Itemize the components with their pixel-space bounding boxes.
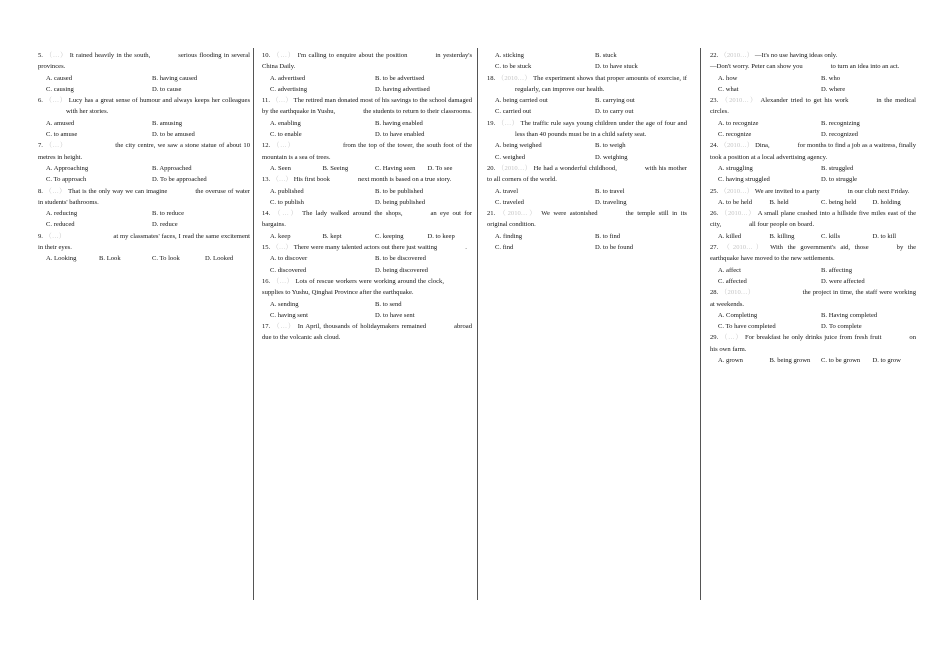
option: C. recognize	[718, 131, 752, 139]
option: B. held	[769, 198, 789, 206]
option: B. Having completed	[821, 311, 878, 319]
question-number: 10.	[262, 52, 271, 59]
question-text: for months to find a job as a waitress, finally took a position at a local advertising agency.	[710, 142, 918, 161]
question-22	[710, 50, 916, 95]
question-text: supplies to Yushu, Qinghai Province after the earthquake.	[262, 289, 414, 297]
question-text: the overuse of water in students' bathrooms.	[38, 187, 252, 206]
question-source: （2010…）	[720, 187, 754, 195]
question-stem	[710, 50, 916, 73]
question-7	[38, 140, 250, 185]
option: B. to travel	[595, 187, 625, 195]
question-number: 13.	[262, 176, 271, 184]
question-source: （…）	[44, 52, 68, 59]
answer-options	[262, 186, 472, 209]
option: D. recognized	[821, 131, 858, 139]
question-number: 29.	[710, 334, 719, 342]
option: A. to recognize	[718, 119, 759, 127]
question-10	[262, 50, 472, 95]
question-source: （2010…）	[720, 97, 758, 105]
question-stem	[262, 50, 472, 73]
option: A. Completing	[718, 311, 758, 319]
question-number: 5.	[38, 52, 43, 59]
option: D. To be approached	[152, 176, 207, 184]
answer-options	[710, 163, 916, 186]
question-text: in the medical circles.	[710, 97, 918, 116]
question-text: We are invited to a party	[754, 187, 820, 195]
question-stem	[262, 174, 472, 185]
question-number: 25.	[710, 187, 719, 195]
answer-options	[710, 231, 916, 242]
option: D. traveling	[595, 198, 627, 206]
option: C. discovered	[270, 266, 307, 274]
question-text: regularly, can improve our health.	[515, 85, 605, 93]
option: D. holding	[872, 198, 901, 206]
question-number: 12.	[262, 142, 271, 150]
option: B. killing	[769, 232, 795, 240]
question-text: by the earthquake have moved to the new settlements.	[710, 244, 918, 263]
option: B. to weigh	[595, 142, 626, 150]
column-4	[710, 50, 916, 366]
option: C. Having seen	[375, 164, 416, 172]
option: A. published	[270, 187, 304, 195]
question-26	[710, 208, 916, 242]
option: D. having advertised	[375, 85, 430, 93]
question-29	[710, 332, 916, 366]
option: B. to be advertised	[375, 74, 425, 82]
question-5	[38, 50, 250, 95]
question-text: at my classmates' faces, I read the same excitement in their eyes.	[38, 232, 252, 252]
answer-options	[710, 310, 916, 333]
question-source: （…）	[44, 142, 68, 150]
column-divider	[700, 48, 701, 600]
question-number: 16.	[262, 277, 271, 285]
option: C. causing	[46, 85, 74, 93]
option: C. having struggled	[718, 176, 770, 184]
question-text: —It's no use having ideas only. —Don't worry. Peter can show you	[710, 52, 838, 71]
option: C. to enable	[270, 131, 302, 139]
question-text: from the top of the tower, the south foot of the mountain is a sea of trees.	[262, 142, 474, 161]
question-source: （…）	[720, 334, 743, 342]
option: A. Seen	[270, 164, 291, 172]
question-stem	[262, 276, 472, 299]
option: A. keep	[270, 232, 291, 240]
question-text: with her stories.	[66, 108, 109, 116]
option: D. to be amused	[152, 131, 195, 139]
column-1	[38, 50, 250, 265]
question-8	[38, 186, 250, 231]
question-text: In April, thousands of holidaymakers remained	[297, 323, 427, 331]
question-text: It rained heavily in the south,	[69, 52, 151, 59]
answer-options	[38, 208, 250, 231]
question-source: （…）	[272, 244, 293, 252]
option: D. to struggle	[821, 176, 858, 184]
question-20	[487, 163, 687, 208]
option: D. to have enabled	[375, 131, 425, 139]
answer-options	[710, 355, 916, 366]
question-source: （…）	[272, 176, 293, 184]
option: D. To complete	[821, 323, 862, 331]
option: A. struggling	[718, 164, 753, 172]
question-number: 19.	[487, 119, 496, 127]
question-text: Alexander tried to get his work	[760, 97, 849, 105]
option: D. to have stuck	[595, 63, 638, 71]
question-6	[38, 95, 250, 140]
option: C. traveled	[495, 198, 524, 206]
question-text: There were many talented actors out there just waiting	[293, 244, 438, 252]
option: B. amusing	[152, 119, 183, 127]
option: A. being carried out	[495, 97, 548, 105]
question-stem	[710, 332, 916, 355]
question-source: （2010…）	[720, 289, 755, 297]
answer-options	[38, 73, 250, 96]
question-text: the students to return to their classrooms.	[363, 108, 472, 116]
option: B. carrying out	[595, 97, 635, 105]
question-text: The experiment shows that proper amounts of exercise, if	[533, 74, 687, 82]
question-number: 24.	[710, 142, 719, 150]
answer-options	[38, 163, 250, 186]
question-stem	[262, 208, 472, 231]
question-text: on his own farm.	[710, 334, 918, 353]
question-stem	[710, 208, 916, 231]
option: A. sticking	[495, 52, 524, 59]
question-text: He had a wonderful childhood,	[533, 164, 617, 172]
question-text: all four people on board.	[749, 221, 815, 229]
question-stem	[487, 73, 687, 96]
option: D. to keep	[427, 232, 455, 240]
option: B. to be published	[375, 187, 423, 195]
question-source: （…）	[44, 97, 67, 105]
column-divider	[253, 48, 254, 600]
answer-options	[262, 231, 472, 242]
question-source: （2010…）	[497, 210, 538, 218]
option: D. To see	[427, 164, 453, 172]
question-text: next month is based on a true story.	[357, 176, 452, 184]
column-3	[487, 50, 687, 253]
question-source: （…）	[272, 210, 299, 218]
question-number: 11.	[262, 97, 270, 105]
option: B. to find	[595, 232, 621, 240]
question-text: We were astonished	[541, 210, 598, 218]
question-19	[487, 118, 687, 163]
option: D. where	[821, 85, 846, 93]
option: C. having sent	[270, 311, 308, 319]
question-28	[710, 287, 916, 332]
question-text: Lots of rescue workers were working around the clock,	[295, 277, 445, 285]
question-source: （…）	[272, 323, 296, 331]
question-source: （…）	[272, 142, 295, 150]
question-11	[262, 95, 472, 140]
question-number: 20.	[487, 164, 496, 172]
answer-options	[262, 118, 472, 141]
option: A. grown	[718, 357, 743, 365]
option: D. Looked	[205, 255, 234, 263]
option: C. To have completed	[718, 323, 776, 331]
question-text: the project in time, the staff were working at weekends.	[710, 289, 918, 308]
question-text: A small plane crashed into a hillside five miles east of the city,	[710, 210, 918, 229]
option: A. advertised	[270, 74, 306, 82]
question-stem	[38, 95, 250, 118]
question-text: less than 40 pounds must be in a child safety seat.	[515, 131, 647, 139]
option: C. reduced	[46, 221, 75, 229]
option: B. to reduce	[152, 210, 185, 218]
question-text: the temple still in its original condition.	[487, 210, 689, 229]
question-text: For breakfast he only drinks juice from fresh fruit	[745, 334, 882, 342]
question-number: 26.	[710, 210, 719, 218]
option: C. to be stuck	[495, 63, 532, 71]
question-text: The lady walked around the shops,	[302, 210, 403, 218]
option: A. killed	[718, 232, 742, 240]
answer-options	[710, 265, 916, 288]
question-27	[710, 242, 916, 287]
question-9	[38, 231, 250, 265]
question-source: （…）	[272, 97, 292, 105]
option: B. stuck	[595, 52, 617, 59]
option: C. being held	[821, 198, 857, 206]
option: A. Looking	[46, 255, 77, 263]
question-stem	[487, 163, 687, 186]
option: A. sending	[270, 300, 299, 308]
question-number: 18.	[487, 74, 496, 82]
question-text: The traffic rule says young children under the age of four and	[520, 119, 688, 127]
question-stem	[38, 50, 250, 73]
question-text: the city centre, we saw a stone statue of about 10 metres in height.	[38, 142, 252, 161]
option: A. travel	[495, 187, 519, 195]
question-source: （…）	[497, 119, 519, 127]
question-13	[262, 174, 472, 208]
question-15	[262, 242, 472, 276]
option: C. keeping	[375, 232, 404, 240]
option: D. to cause	[152, 85, 182, 93]
option: C. affected	[718, 277, 747, 285]
question-text: With the government's aid, those	[770, 244, 869, 252]
question-source: （2010…）	[720, 52, 754, 59]
option: D. being published	[375, 198, 425, 206]
question-source: （…）	[44, 232, 66, 240]
option: C. what	[718, 85, 739, 93]
question-text: The retired man donated most of his savings to the school damaged by the earthquake in Yushu,	[262, 97, 474, 116]
question-stem	[710, 186, 916, 197]
question-number: 17.	[262, 323, 271, 331]
question-number: 7.	[38, 142, 43, 150]
option: C. to be grown	[821, 357, 861, 365]
answer-options	[262, 253, 472, 276]
question-text: Dina,	[755, 142, 770, 150]
question-text: to turn an idea into an act.	[830, 63, 900, 71]
answer-options	[38, 253, 250, 264]
question-text: His first book	[293, 176, 330, 184]
option: D. being discovered	[375, 266, 428, 274]
option: B. to send	[375, 300, 402, 308]
question-text: abroad due to the volcanic ash cloud.	[262, 323, 474, 342]
column-2	[262, 50, 472, 344]
option: A. enabling	[270, 119, 301, 127]
option: C. to amuse	[46, 131, 78, 139]
question-stem	[262, 95, 472, 118]
option: C. To look	[152, 255, 180, 263]
question-text: in our club next Friday.	[847, 187, 910, 195]
question-text: I'm calling to enquire about the position	[297, 52, 408, 59]
question-stem	[38, 231, 250, 254]
question-stem	[262, 321, 472, 344]
option: B. affecting	[821, 266, 853, 274]
question-source: （2010…）	[720, 244, 766, 252]
option: A. reducing	[46, 210, 78, 218]
answer-options	[262, 299, 472, 322]
option: D. weighing	[595, 153, 628, 161]
question-source: （…）	[44, 187, 67, 195]
answer-options	[262, 163, 472, 174]
option: B. kept	[322, 232, 342, 240]
option: A. Approaching	[46, 164, 89, 172]
question-source: （…）	[272, 277, 294, 285]
answer-options	[487, 140, 687, 163]
question-text: in yesterday's China Daily.	[262, 52, 474, 71]
option: C. weighed	[495, 153, 526, 161]
question-source: （2010…）	[497, 74, 532, 82]
option: B. recognizing	[821, 119, 860, 127]
option: C. To approach	[46, 176, 87, 184]
option: B. having enabled	[375, 119, 423, 127]
question-25	[710, 186, 916, 209]
question-stem	[710, 287, 916, 310]
option: B. Approached	[152, 164, 192, 172]
answer-options	[487, 95, 687, 118]
option: B. who	[821, 74, 841, 82]
option: B. Look	[99, 255, 121, 263]
option: D. reduce	[152, 221, 178, 229]
question-source: （…）	[272, 52, 296, 59]
question-stem	[710, 242, 916, 265]
question-stem	[38, 186, 250, 209]
question-stem	[710, 140, 916, 163]
question-number: 15.	[262, 244, 271, 252]
question-number: 27.	[710, 244, 719, 252]
question-12	[262, 140, 472, 174]
question-number: 21.	[487, 210, 496, 218]
question-source: （2010…）	[497, 164, 532, 172]
question-14	[262, 208, 472, 242]
question-17	[262, 321, 472, 344]
question-number: 9.	[38, 232, 43, 240]
question-text: That is the only way we can imagine	[68, 187, 168, 195]
question-source: （2010…）	[720, 142, 754, 150]
question-23	[710, 95, 916, 140]
question-text: an eye out for bargains.	[262, 210, 474, 229]
question-text: with his mother to all corners of the world.	[487, 164, 689, 184]
question-number: 28.	[710, 289, 719, 297]
question-stem	[487, 118, 687, 141]
answer-options	[710, 197, 916, 208]
option: D. were affected	[821, 277, 865, 285]
question-number: 6.	[38, 97, 43, 105]
option: D. to carry out	[595, 108, 634, 116]
answer-options	[38, 118, 250, 141]
option: B. being grown	[769, 357, 811, 365]
option: C. kills	[821, 232, 841, 240]
question-24	[710, 140, 916, 185]
question-number: 23.	[710, 97, 719, 105]
option: D. to kill	[872, 232, 897, 240]
option: C. find	[495, 244, 514, 252]
option: B. to be discovered	[375, 255, 426, 263]
question-21	[487, 208, 687, 253]
question-source: （2010…）	[720, 210, 756, 218]
answer-options	[262, 73, 472, 96]
question-16	[262, 276, 472, 321]
option: B. Seeing	[322, 164, 349, 172]
option: C. advertising	[270, 85, 307, 93]
question-stem	[262, 140, 472, 163]
answer-options	[487, 231, 687, 254]
option: D. to grow	[872, 357, 901, 365]
answer-options	[710, 73, 916, 96]
option: A. finding	[495, 232, 523, 240]
option: A. to discover	[270, 255, 308, 263]
question-text: .	[465, 244, 467, 252]
column-divider	[477, 48, 478, 600]
question-text: serious flooding in several provinces.	[38, 52, 252, 71]
option: A. amused	[46, 119, 75, 127]
question-17-options	[487, 50, 687, 73]
question-stem	[262, 242, 472, 253]
question-number: 14.	[262, 210, 271, 218]
option: A. to be held	[718, 198, 753, 206]
option: A. affect	[718, 266, 741, 274]
option: A. being weighed	[495, 142, 542, 150]
answer-options	[710, 118, 916, 141]
option: B. struggled	[821, 164, 854, 172]
option: A. caused	[46, 74, 72, 82]
question-stem	[38, 140, 250, 163]
question-stem	[487, 208, 687, 231]
question-number: 22.	[710, 52, 719, 59]
option: B. having caused	[152, 74, 198, 82]
option: D. to have sent	[375, 311, 415, 319]
option: A. how	[718, 74, 738, 82]
question-stem	[710, 95, 916, 118]
answer-options	[487, 186, 687, 209]
option: C. to publish	[270, 198, 304, 206]
option: C. carried out	[495, 108, 532, 116]
question-18	[487, 73, 687, 118]
question-text: Lucy has a great sense of humour and always keeps her colleagues	[68, 97, 251, 105]
option: D. to be found	[595, 244, 634, 252]
question-number: 8.	[38, 187, 43, 195]
